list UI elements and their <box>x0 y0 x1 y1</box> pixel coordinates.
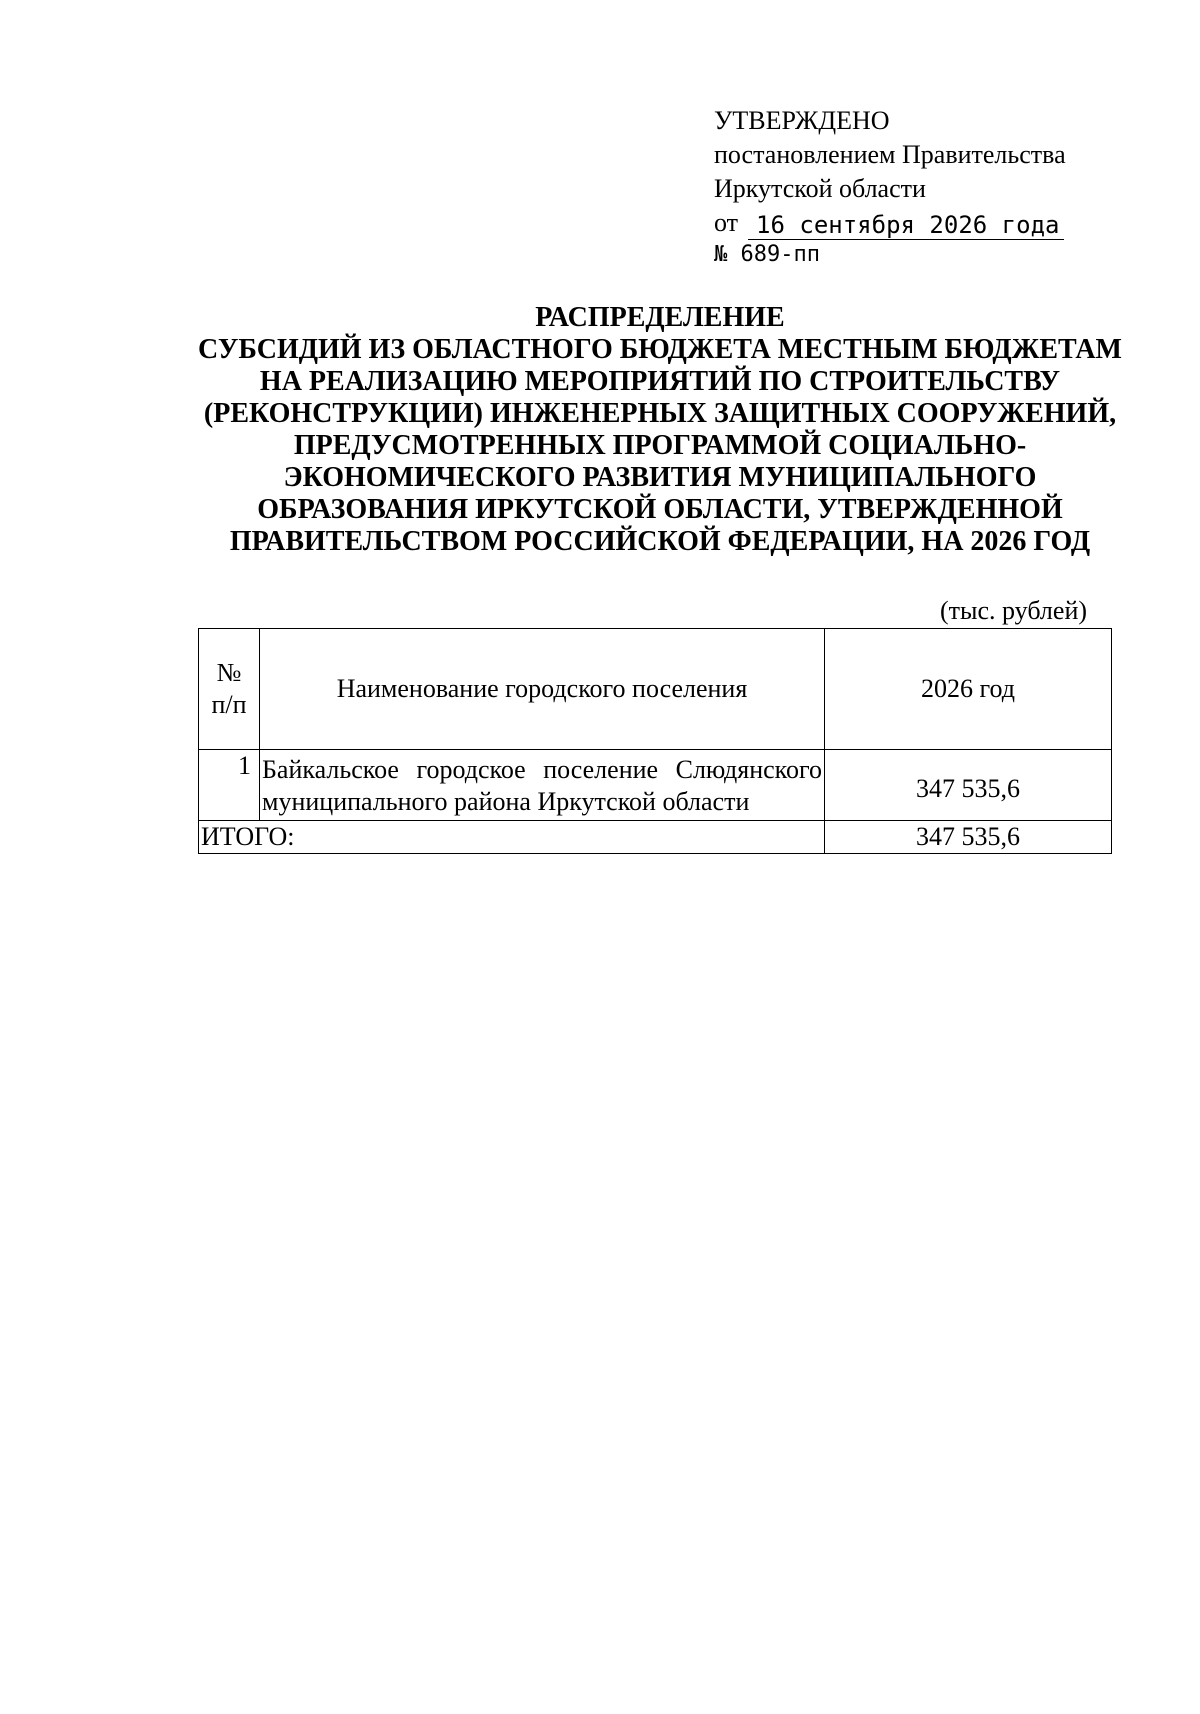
header-number <box>199 629 260 750</box>
title-line: ПРЕДУСМОТРЕННЫХ ПРОГРАММОЙ СОЦИАЛЬНО- <box>293 430 1027 461</box>
header-name: Наименование городского поселения <box>260 629 825 750</box>
approval-decree-line: постановлением Правительства <box>714 140 1066 169</box>
total-value: 347 535,6 <box>825 821 1112 854</box>
approval-status: УТВЕРЖДЕНО <box>714 106 890 135</box>
document-title <box>150 302 1170 558</box>
title-line: ПРАВИТЕЛЬСТВОМ РОССИЙСКОЙ ФЕДЕРАЦИИ, НА 2026 ГОД <box>229 526 1091 557</box>
row-value: 347 535,6 <box>825 750 1112 821</box>
approval-number: № 689-пп <box>714 242 820 267</box>
units-label: (тыс. рублей) <box>940 596 1088 625</box>
header-number-sign: № <box>216 658 242 687</box>
row-number: 1 <box>199 750 260 821</box>
approval-date-prefix: от <box>714 208 739 237</box>
header-year: 2026 год <box>825 629 1112 750</box>
table-header-row <box>199 629 1112 750</box>
approval-block <box>714 104 1134 270</box>
approval-date-row <box>714 206 1134 240</box>
distribution-table <box>198 628 1112 854</box>
title-line: ЭКОНОМИЧЕСКОГО РАЗВИТИЯ МУНИЦИПАЛЬНОГО <box>283 462 1037 493</box>
table-total-row <box>199 821 1112 854</box>
approval-region-line: Иркутской области <box>714 174 926 203</box>
title-line: РАСПРЕДЕЛЕНИЕ <box>535 302 785 333</box>
header-number-abbr: п/п <box>211 690 247 719</box>
total-label: ИТОГО: <box>199 821 825 854</box>
row-name: Байкальское городское поселение Слюдянского муниципального района Иркутской области <box>260 750 825 821</box>
approval-date: 16 сентября 2026 года <box>748 211 1064 240</box>
title-line: СУБСИДИЙ ИЗ ОБЛАСТНОГО БЮДЖЕТА МЕСТНЫМ БЮДЖЕТАМ <box>198 334 1122 365</box>
title-line: (РЕКОНСТРУКЦИИ) ИНЖЕНЕРНЫХ ЗАЩИТНЫХ СООРУЖЕНИЙ, <box>203 398 1117 429</box>
title-line: НА РЕАЛИЗАЦИЮ МЕРОПРИЯТИЙ ПО СТРОИТЕЛЬСТВУ <box>259 366 1061 397</box>
table-row <box>199 750 1112 821</box>
title-line: ОБРАЗОВАНИЯ ИРКУТСКОЙ ОБЛАСТИ, УТВЕРЖДЕННОЙ <box>257 494 1063 525</box>
